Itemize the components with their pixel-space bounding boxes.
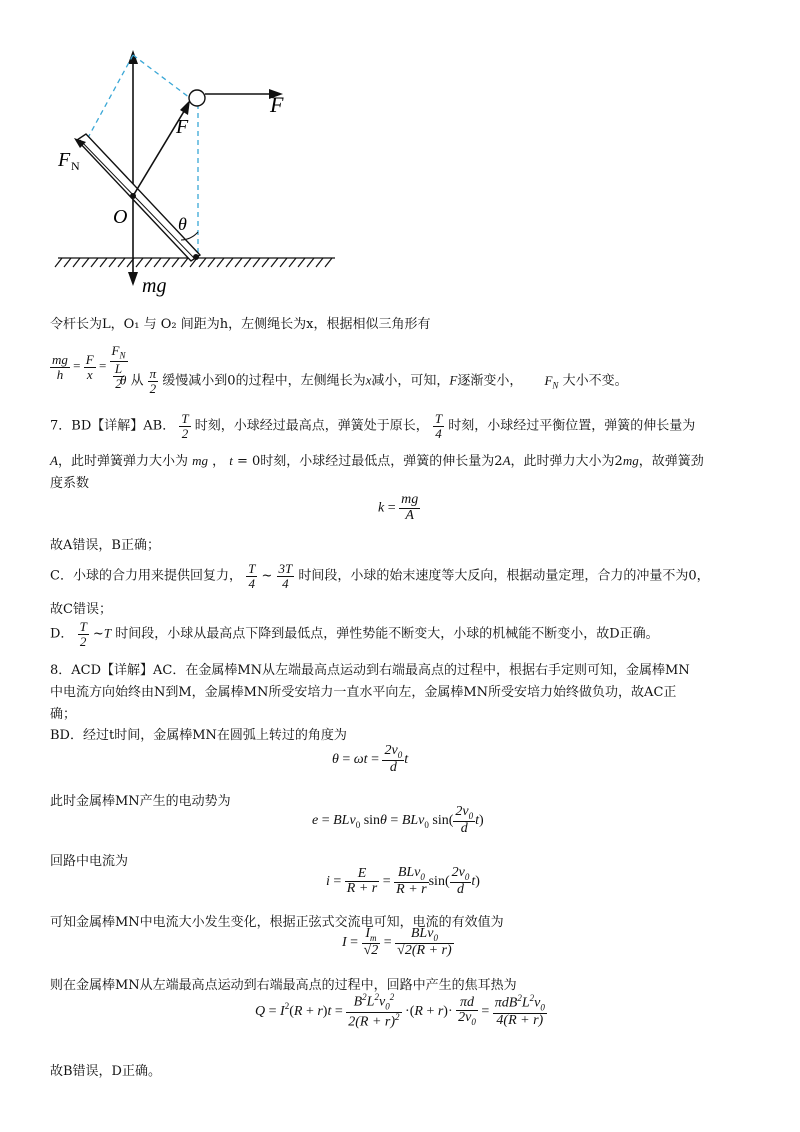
pulley bbox=[189, 90, 205, 106]
hatch-mark bbox=[298, 258, 305, 267]
q8-line7: 可知金属棒MN中电流大小发生变化，根据正弦式交流电可知，电流的有效值为 bbox=[50, 915, 504, 930]
label-o: O bbox=[113, 206, 128, 228]
label-f-rod: F bbox=[176, 116, 189, 138]
p6-text: θ 从 $\frac{\pi}{2}$ 缓慢减小到0的过程中，左侧绳长为x减小，可知，F逐渐变小， $F_N$ 大小不变。 bbox=[120, 366, 628, 396]
q7-line-c2: 故C错误； bbox=[50, 602, 112, 617]
hatch-mark bbox=[289, 258, 296, 267]
q8-line2: 中电流方向始终由N到M，金属棒MN所受安培力一直水平向左，金属棒MN所受安培力始终做负功，故AC正 bbox=[50, 685, 677, 700]
hatch-mark bbox=[316, 258, 323, 267]
hatch-mark bbox=[154, 258, 161, 267]
hatch-mark bbox=[163, 258, 170, 267]
hatch-mark bbox=[64, 258, 71, 267]
hatch-mark bbox=[181, 258, 188, 267]
label-mg: mg bbox=[142, 275, 167, 297]
label-fn-sub: N bbox=[71, 159, 80, 173]
hatch-mark bbox=[118, 258, 125, 267]
q7-line-c1: C．小球的合力用来提供回复力， $\frac{T}{4}$ ~ $\frac{3T}{4}$ 时间段，小球的始末速度等大反向，根据动量定理，合力的冲量不为0， bbox=[50, 561, 710, 591]
q8-line4: BD．经过t时间，金属棒MN在圆弧上转过的角度为 bbox=[50, 728, 347, 743]
q8-eq-effective: I = $\frac{I_m}{√2}$ = $\frac{BLv_0}{√2(R + r)}$ bbox=[342, 926, 452, 959]
p6-equation: $\frac{mg}{h}$ = $\frac{F}{x}$ = $\frac{F_N}{\frac{L}{2}}$ bbox=[52, 343, 126, 391]
label-fn: F bbox=[58, 149, 71, 171]
hatch-mark bbox=[262, 258, 269, 267]
p6-line1: 令杆长为L，O₁ 与 O₂ 间距为h，左侧绳长为x，根据相似三角形有 bbox=[50, 317, 431, 332]
force-f-arrowhead bbox=[180, 100, 190, 115]
mg-arrowhead bbox=[128, 272, 138, 286]
label-f-top: F bbox=[270, 92, 284, 117]
q8-line3: 确； bbox=[50, 707, 77, 722]
hatch-mark bbox=[109, 258, 116, 267]
hatch-mark bbox=[199, 258, 206, 267]
force-diagram bbox=[0, 0, 800, 300]
q7-line-d: D． $\frac{T}{2}$ ~T 时间段，小球从最高点下降到最低点，弹性势能不断变大，小球的机械能不断变小，故D正确。 bbox=[50, 619, 659, 649]
hatch-mark bbox=[100, 258, 107, 267]
hatch-mark bbox=[226, 258, 233, 267]
q8-conclusion: 故B错误，D正确。 bbox=[50, 1064, 161, 1079]
q7-line1: 7．BD【详解】AB． $\frac{T}{2}$ 时刻，小球经过最高点，弹簧处于原长， $\frac{T}{4}$ 时刻，小球经过平衡位置，弹簧的伸长量为 bbox=[50, 411, 696, 441]
q8-line5: 此时金属棒MN产生的电动势为 bbox=[50, 794, 231, 809]
hatch-mark bbox=[325, 258, 332, 267]
hatch-mark bbox=[217, 258, 224, 267]
q8-eq-theta: θ = ωt = $\frac{2v_0}{d}$ t bbox=[332, 743, 409, 776]
hatch-mark bbox=[280, 258, 287, 267]
hatch-mark bbox=[244, 258, 251, 267]
q8-eq-emf: e = BLv$_0$ sinθ = BLv$_0$ sin( $\frac{2v_0}{d}$ t) bbox=[312, 804, 484, 837]
point-bottom bbox=[193, 254, 199, 260]
rod bbox=[77, 134, 200, 261]
q7-line3: 度系数 bbox=[50, 476, 90, 491]
hatch-mark bbox=[55, 258, 62, 267]
hatch-mark bbox=[235, 258, 242, 267]
hatch-mark bbox=[307, 258, 314, 267]
q8-line8: 则在金属棒MN从左端最高点运动到右端最高点的过程中，回路中产生的焦耳热为 bbox=[50, 978, 517, 993]
hatch-mark bbox=[271, 258, 278, 267]
q8-line1: 8．ACD【详解】AC．在金属棒MN从左端最高点运动到右端最高点的过程中，根据右手定则可知，金属棒MN bbox=[50, 663, 690, 678]
q7-conclusion-ab: 故A错误，B正确； bbox=[50, 538, 160, 553]
label-theta: θ bbox=[178, 214, 187, 234]
hatch-mark bbox=[208, 258, 215, 267]
q8-eq-heat: $Q = I^2(R + r)t$ = $\frac{B^2L^2v_0^2}{2(R + r)^2}$ ·(R + r)· $\frac{\pi d}{2v_0}$ = $\frac{\pi dB^2L^2v_0}{4(R + r)}$ bbox=[255, 992, 545, 1030]
hatch-mark bbox=[73, 258, 80, 267]
hatch-mark bbox=[91, 258, 98, 267]
q7-line2: A，此时弹簧弹力大小为 mg ， t = 0时刻，小球经过最低点，弹簧的伸长量为2A，此时弹力大小为2mg，故弹簧劲 bbox=[50, 453, 704, 469]
hatch-mark bbox=[172, 258, 179, 267]
hatch-mark bbox=[136, 258, 143, 267]
q8-eq-current: i = $\frac{E}{R + r}$ = $\frac{BLv_0}{R + r}$ sin( $\frac{2v_0}{d}$ t) bbox=[326, 865, 480, 898]
hatch-mark bbox=[82, 258, 89, 267]
hatch-mark bbox=[253, 258, 260, 267]
q8-line6: 回路中电流为 bbox=[50, 854, 129, 869]
q7-eq-k: k = $\frac{mg}{A}$ bbox=[378, 492, 419, 523]
point-o bbox=[130, 193, 136, 199]
hatch-mark bbox=[145, 258, 152, 267]
